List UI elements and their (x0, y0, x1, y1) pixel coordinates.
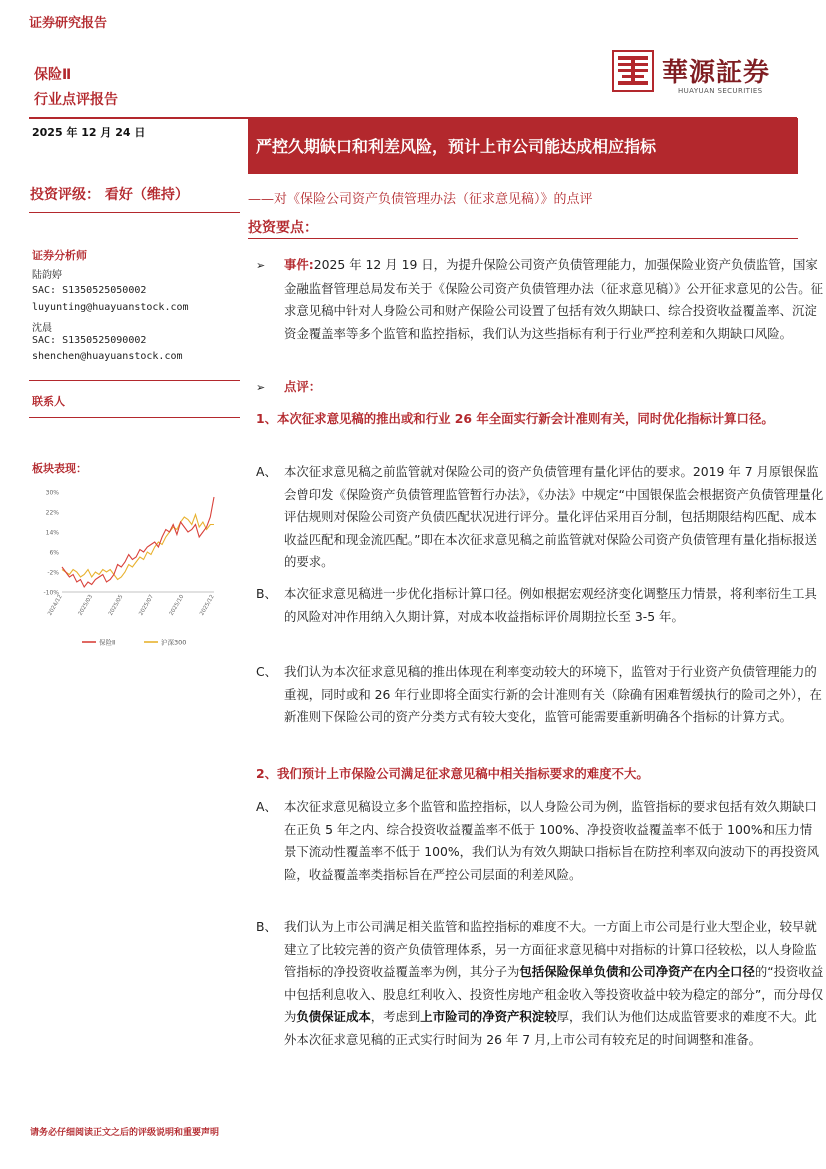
bullet-icon: ➢ (256, 381, 266, 394)
bold-text: 上市险司的净资产积淀较 (420, 1009, 557, 1025)
analyst-line: SAC: S1350525050002 (32, 285, 147, 296)
item-text: 的“投资收益中包括利息收入、股息红利收入、投资性房地产租金收入等投资收益中较为稳定的部分”，而分母仅为 (284, 964, 824, 1025)
comment-heading (256, 376, 796, 400)
section-1-item-a (256, 461, 824, 574)
logo-subtext: HUAYUAN SECURITIES (678, 87, 763, 95)
x-tick-label: 2024/12 (47, 594, 64, 617)
item-text: 本次征求意见稿之前监管就对保险公司的资产负债管理有量化评估的要求。2019 年 7 月原银保监会曾印发《保险资产负债管理监管暂行办法》，《办法》中规定“中国银保监会根据资产负债管理量化评估规则对保险公司资产负债匹配状况进行评分。量化评估采用百分制，包括期限结构匹配、成本收益匹配和现金流匹配。”即在本次征求意见稿之前监管就对保险公司资产负债管理有量化指标报送的要求。 (284, 464, 824, 570)
sidebar-divider (29, 212, 240, 213)
item-label: A、 (256, 464, 277, 479)
legend-label: 沪深300 (161, 638, 187, 647)
report-type-label: 行业点评报告 (34, 92, 118, 108)
x-tick-label: 2025/12 (199, 594, 216, 617)
y-tick-label: 14% (45, 529, 59, 537)
y-tick-label: 6% (49, 549, 59, 557)
bold-text: 负债保证成本 (296, 1009, 371, 1025)
analyst-email[interactable]: luyunting@huayuanstock.com (32, 302, 189, 313)
y-tick-label: -10% (43, 589, 59, 597)
investment-rating: 投资评级： 看好（维持） (30, 187, 189, 203)
x-tick-label: 2025/07 (138, 594, 155, 617)
event-paragraph (256, 254, 824, 345)
analyst-line: 沈晨 (32, 323, 52, 334)
section-1-item-c (256, 661, 824, 729)
y-tick-label: 30% (45, 489, 59, 497)
item-label: A、 (256, 799, 277, 814)
report-date: 2025 年 12 月 24 日 (32, 126, 146, 139)
item-text: ，考虑到 (370, 1009, 421, 1025)
item-label: C、 (256, 664, 278, 679)
doc-type-label: 证券研究报告 (29, 16, 108, 31)
contact-heading: 联系人 (32, 395, 65, 408)
section-2-item-a (256, 796, 824, 886)
y-tick-label: 22% (45, 509, 59, 517)
bold-text: 包括保险保单负债和公司净资产在内全口径 (519, 964, 755, 980)
x-tick-label: 2025/03 (77, 594, 95, 617)
bullet-icon: ➢ (256, 259, 266, 272)
footer-disclaimer: 请务必仔细阅读正文之后的评级说明和重要声明 (30, 1128, 220, 1138)
item-text: 本次征求意见稿进一步优化指标计算口径。例如根据宏观经济变化调整压力情景，将利率衍生工具的风险对冲作用纳入久期计算，对成本收益指标评价周期拉长至 3-5 年。 (284, 586, 817, 624)
legend-label: 保险Ⅱ (99, 638, 116, 647)
section-2-heading: 2、我们预计上市保险公司满足征求意见稿中相关指标要求的难度不大。 (256, 766, 649, 781)
analyst-email[interactable]: shenchen@huayuanstock.com (32, 351, 183, 362)
section-1-heading: 1、本次征求意见稿的推出或和行业 26 年全面实行新会计准则有关，同时优化指标计算口径。 (256, 411, 774, 426)
item-text: 本次征求意见稿设立多个监管和监控指标，以人身险公司为例，监管指标的要求包括有效久期缺口在正负 5 年之内、综合投资收益覆盖率不低于 100%、净投资收益覆盖率不低于 100%和压力情景下流动性覆盖率不低于 100%，我们认为有效久期缺口指标旨在防控利率双向波动下的再投资风险，收益覆盖率类指标旨在严控公司层面的利差风险。 (284, 799, 819, 882)
event-text: 2025 年 12 月 19 日，为提升保险公司资产负债管理能力，加强保险业资产负债监管，国家金融监督管理总局发布关于《保险公司资产负债管理办法（征求意见稿）》公开征求意见的公告。征求意见稿中针对人身险公司和财产保险公司设置了包括有效久期缺口、综合投资收益覆盖率、沉淀资金覆盖率等多个监管和监控指标，我们认为这些指标有利于行业严控利差和久期缺口风险。 (284, 257, 823, 341)
item-text: 我们认为上市公司满足相关监管和监控指标的难度不大。一方面上市公司是行业大型企业，较早就建立了比较完善的资产负债管理体系，另一方面征求意见稿中对指标的计算口径较松，以人身险监管指标的净投资收益覆盖率为例，其分子为 (284, 919, 817, 980)
item-text: 我们认为本次征求意见稿的推出体现在利率变动较大的环境下，监管对于行业资产负债管理能力的重视，同时或和 26 年行业即将全面实行新的会计准则有关（除确有困难暂缓执行的险司之外），在新准则下保险公司的资产分类方式有较大变化，监管可能需要重新明确各个指标的计算方式。 (284, 664, 822, 725)
section-1-item-b (256, 583, 824, 628)
performance-heading: 板块表现： (32, 462, 87, 475)
logo-text: 華源証券 (662, 58, 771, 88)
item-label: B、 (256, 919, 277, 934)
event-label: 事件: (284, 257, 314, 272)
report-title: 严控久期缺口和利差风险，预计上市公司能达成相应指标 (256, 137, 657, 156)
sector-label: 保险Ⅱ (34, 67, 72, 83)
analyst-line: 陆韵婷 (32, 270, 62, 281)
sidebar-divider (29, 417, 240, 418)
comment-label: 点评： (284, 379, 322, 394)
item-label: B、 (256, 586, 277, 601)
section-2-item-b (256, 916, 824, 1052)
sidebar-divider (29, 380, 240, 381)
report-subtitle: ——对《保险公司资产负债管理办法（征求意见稿）》的点评 (248, 192, 593, 207)
analyst-line: SAC: S1350525090002 (32, 335, 147, 346)
y-tick-label: -2% (47, 569, 59, 577)
key-points-divider (248, 238, 798, 239)
key-points-heading: 投资要点： (248, 220, 318, 236)
item-text: 厚，我们认为他们达成监管要求的难度不大。此外本次征求意见稿的正式实行时间为 26 年 7 月,上市公司有较充足的时间调整和准备。 (284, 1009, 817, 1047)
x-tick-label: 2025/10 (168, 594, 186, 617)
performance-chart (32, 482, 222, 652)
analyst-heading: 证券分析师 (32, 249, 87, 262)
x-tick-label: 2025/05 (107, 594, 125, 617)
series-line (62, 515, 214, 580)
logo-icon (612, 50, 654, 92)
